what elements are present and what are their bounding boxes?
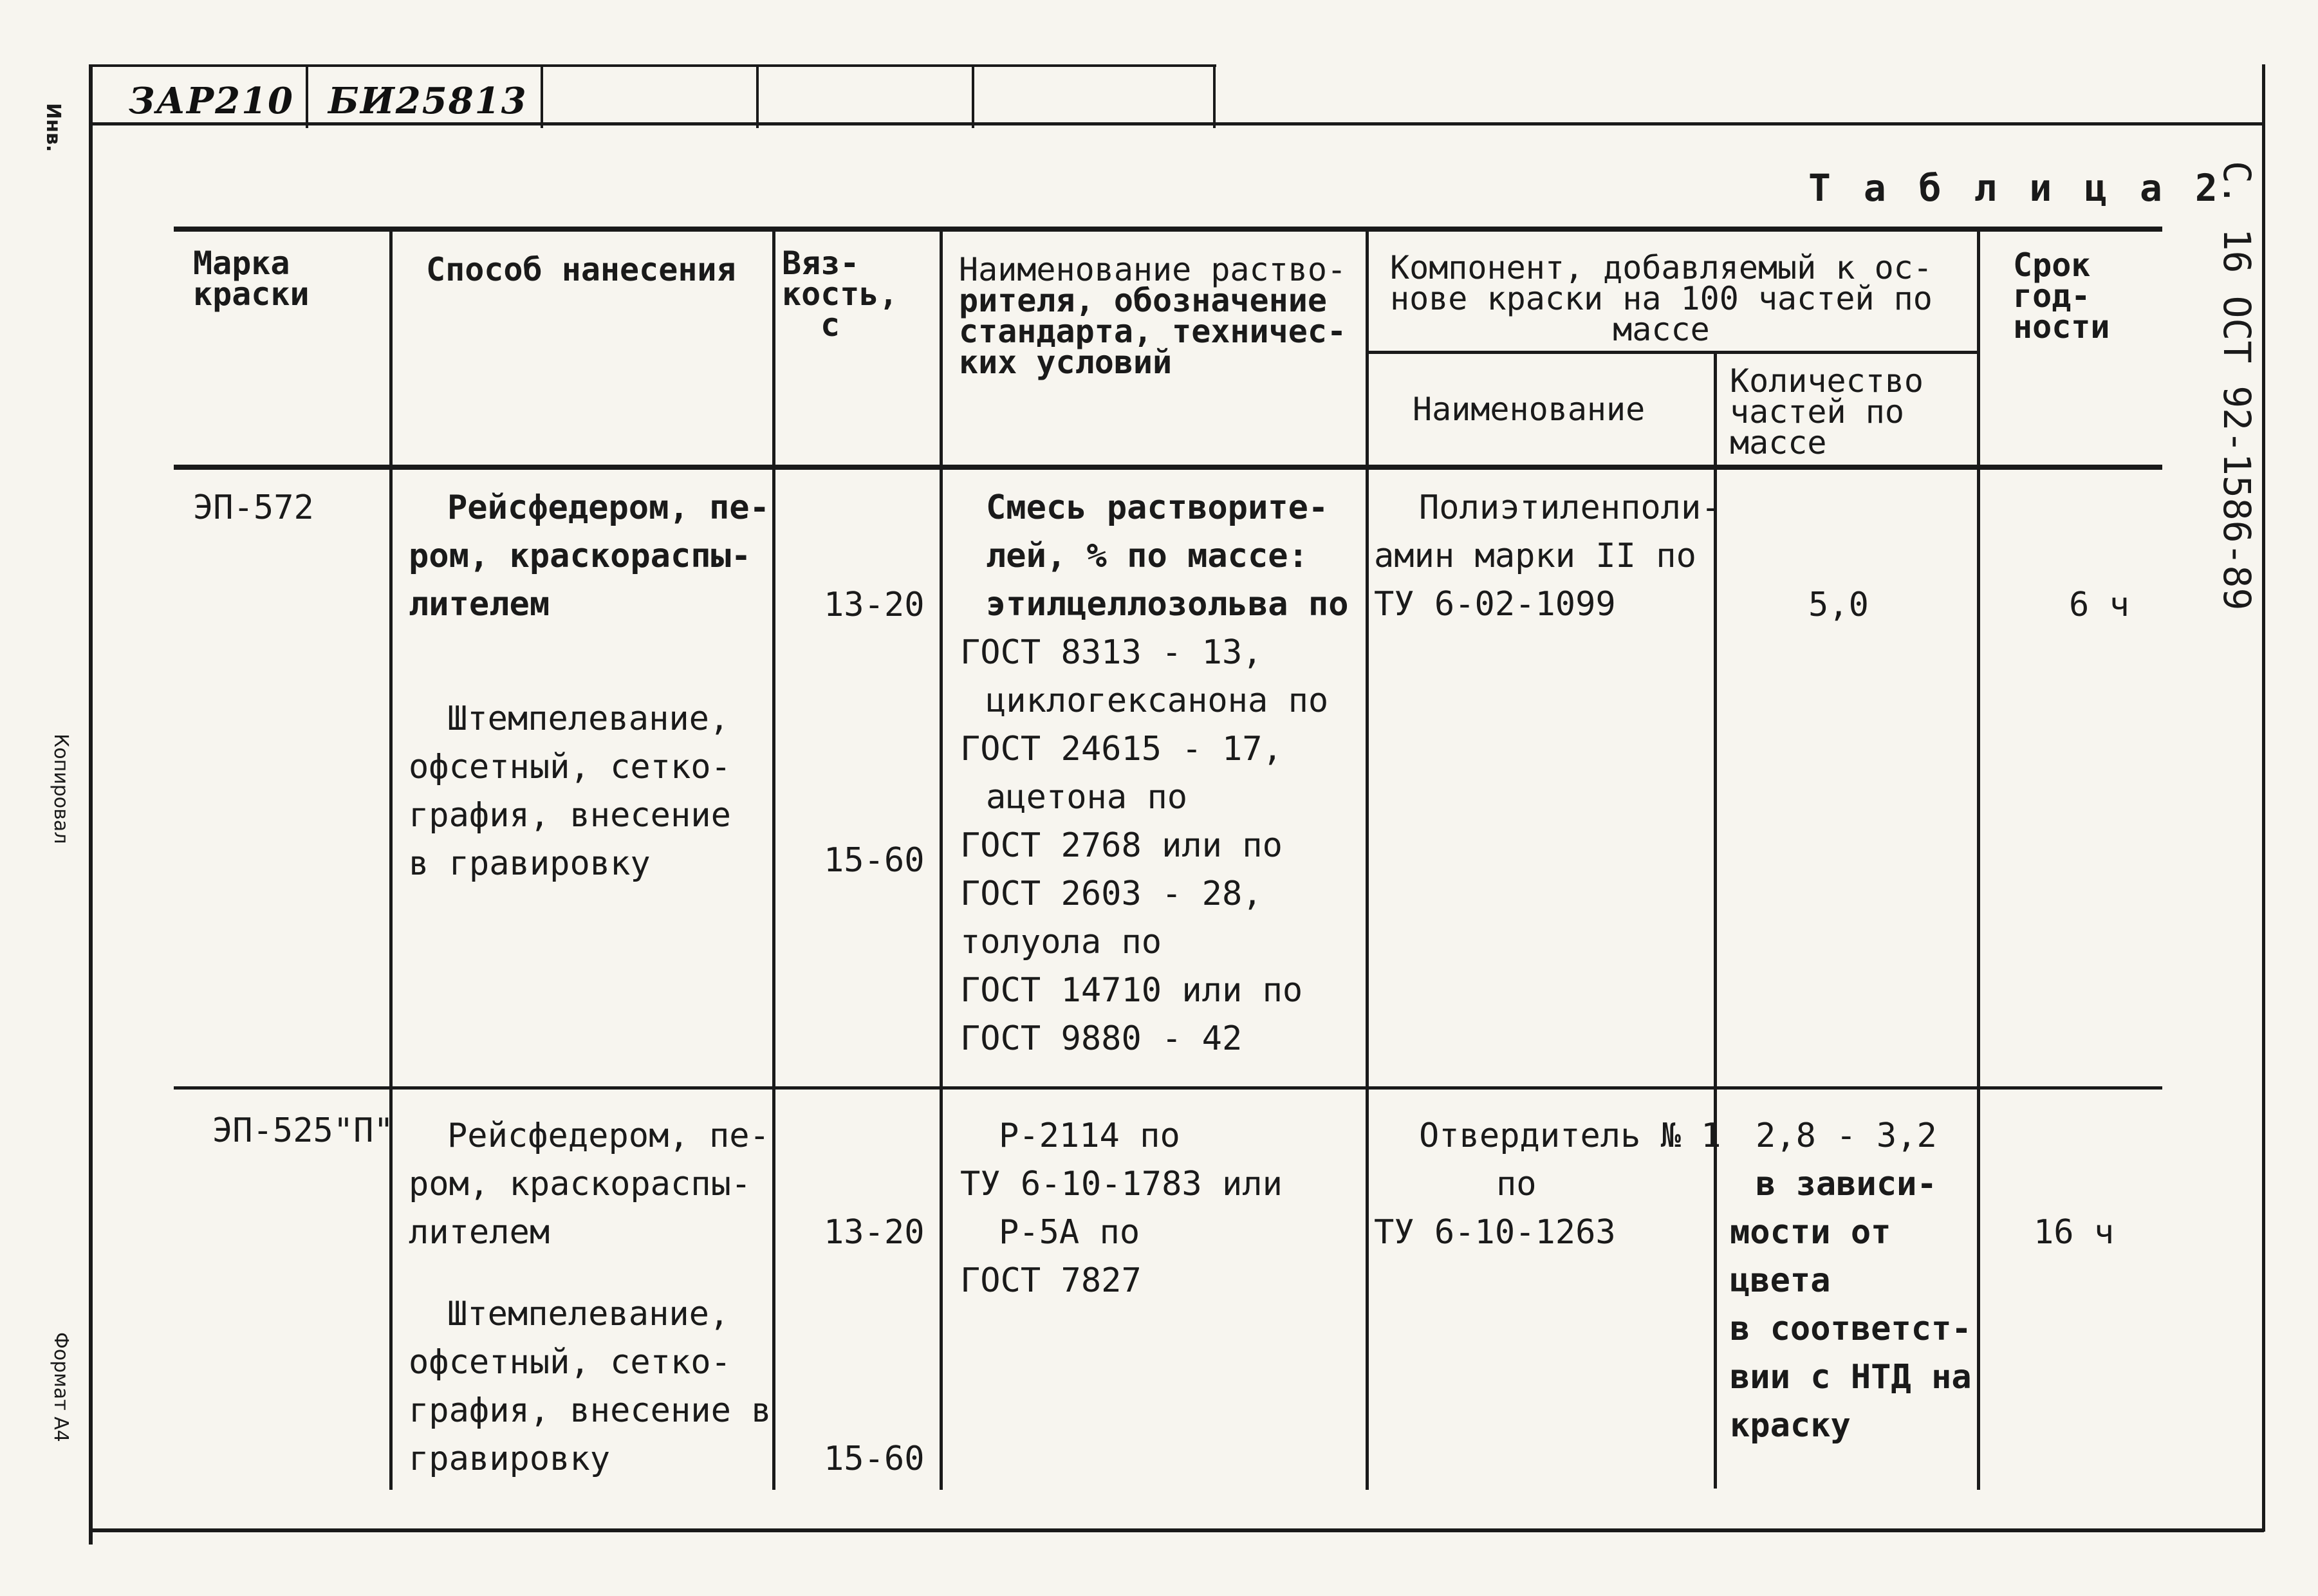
row1-brand: ЭП-572 [193, 488, 314, 527]
header-viscosity: Вяз- кость, с [782, 245, 898, 344]
row2-method-a: Рейсфедером, пе- ром, краскораспы- лителем [409, 1117, 770, 1252]
header-brand: Марка краски [193, 245, 310, 313]
row1-viscosity-b: 15-60 [824, 841, 925, 880]
header-solvent: Наименование раство- рителя, обозначение стандарта, техничес- ких условий [959, 251, 1347, 381]
page-left-border [89, 64, 93, 1545]
stamp-divider-5 [1213, 67, 1216, 128]
side-label-top: Инв. [42, 103, 64, 153]
row1-solvent: Смесь растворите- лей, % по массе: этилцеллозольва по ГОСТ 8313 - 13, циклогексанона по ГОСТ 24615 - 17, ацетона по ГОСТ 2768 или по ГОСТ 2603 - 28, толуола по ГОСТ 14710 или по ГОСТ 9880 - 42 [960, 488, 1349, 1058]
col-divider-1 [389, 228, 393, 1490]
row2-solvent: Р-2114 по ТУ 6-10-1783 или Р-5А по ГОСТ 7827 [960, 1117, 1283, 1300]
row2-component-name: Отвердитель № 1 по ТУ 6-10-1263 [1374, 1117, 1721, 1252]
col-divider-4 [1366, 228, 1369, 1490]
stamp-block [90, 64, 1216, 128]
col-divider-6 [1977, 228, 1980, 1490]
component-subheader-rule [1368, 351, 1979, 354]
stamp-cell-2: БИ25813 [328, 80, 528, 122]
stamp-divider-2 [541, 67, 543, 128]
stamp-divider-3 [756, 67, 759, 128]
page-bottom-border [89, 1528, 2264, 1532]
row1-method-a: Рейсфедером, пе- ром, краскораспы- лителем [409, 488, 770, 624]
header-method: Способ нанесения [426, 251, 736, 288]
row2-shelf-life: 16 ч [2034, 1213, 2115, 1252]
stamp-divider-4 [972, 67, 974, 128]
col-divider-2 [772, 228, 775, 1490]
page-reference: С. 16 ОСТ 92-1586-89 [2215, 161, 2259, 611]
stamp-divider-1 [306, 67, 308, 128]
row2-method-b: Штемпелевание, офсетный, сетко- графия, внесение в гравировку [409, 1295, 772, 1478]
row1-shelf-life: 6 ч [2069, 586, 2129, 624]
row2-component-qty: 2,8 - 3,2 в зависи- мости от цвета в соответст- вии с НТД на краску [1730, 1117, 1972, 1445]
header-bottom-rule [174, 465, 2162, 470]
row-divider-rule [174, 1086, 2162, 1090]
header-shelf-life: Срок год- ности [2013, 246, 2110, 346]
page-right-border [2262, 64, 2265, 1532]
row1-component-qty: 5,0 [1808, 586, 1869, 624]
side-label-format: Формат А4 [50, 1332, 72, 1442]
table-top-rule [174, 227, 2162, 232]
header-component-qty: Количество частей по массе [1730, 362, 1924, 461]
row2-brand: ЭП-525"П" [212, 1111, 394, 1150]
row1-viscosity-a: 13-20 [824, 586, 925, 624]
row1-method-b: Штемпелевание, офсетный, сетко- графия, внесение в гравировку [409, 700, 731, 883]
stamp-cell-1: ЗАР210 [129, 80, 294, 122]
col-divider-3 [940, 228, 943, 1490]
side-label-copied: Копировал [50, 734, 72, 844]
header-component-name: Наименование [1413, 391, 1646, 428]
header-component: Компонент, добавляемый к ос- нове краски на 100 частей по массе [1390, 249, 1933, 348]
row1-component-name: Полиэтиленполи- амин марки II по ТУ 6-02-1099 [1374, 488, 1721, 624]
table-title: Т а б л и ц а 2 [1808, 166, 2223, 210]
row2-viscosity-a: 13-20 [824, 1213, 925, 1252]
row2-viscosity-b: 15-60 [824, 1440, 925, 1478]
